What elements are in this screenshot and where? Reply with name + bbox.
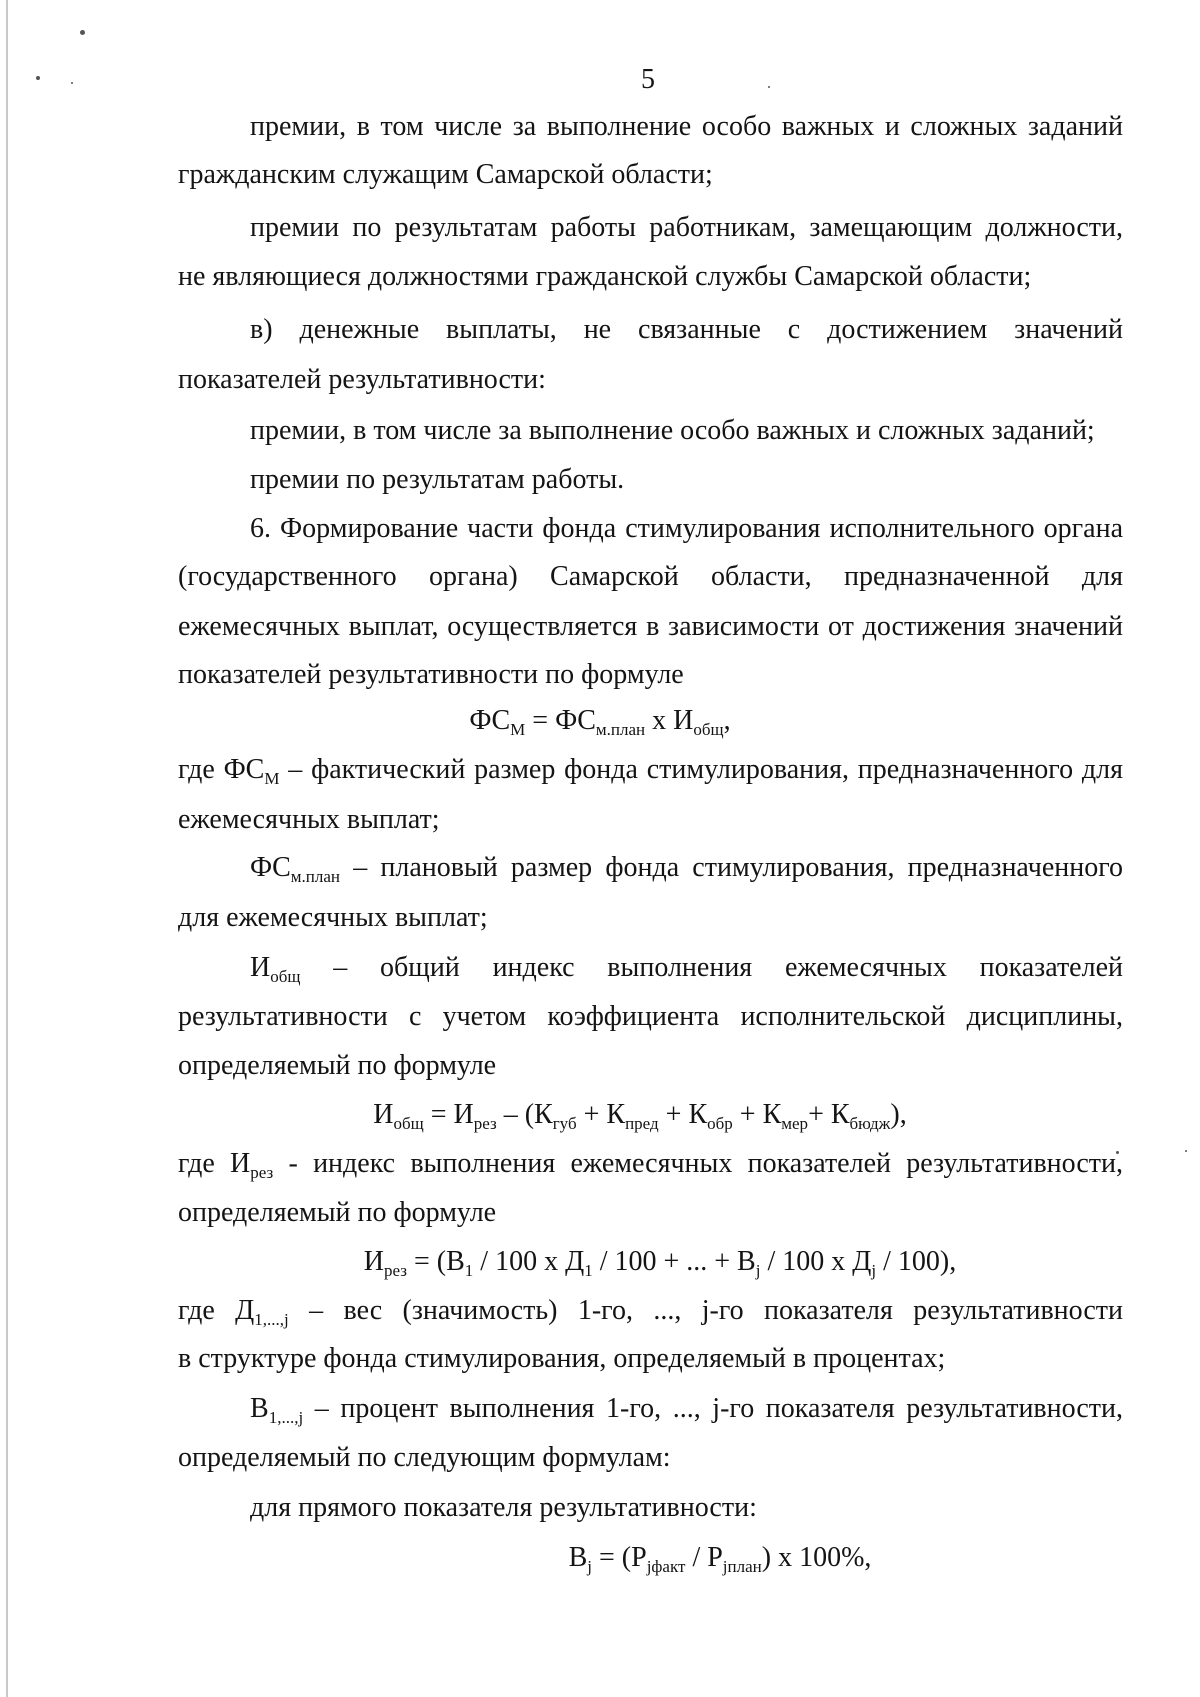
scan-speck xyxy=(80,30,85,35)
text-line: показателей результативности по формуле xyxy=(178,659,684,690)
text-line: премии, в том числе за выполнение особо важных и сложных заданий xyxy=(250,111,1123,142)
definition-fs-m-cont: ежемесячных выплат; xyxy=(178,804,440,835)
page-number: 5 xyxy=(641,64,655,95)
definition-d-cont: в структуре фонда стимулирования, определяемый в процентах; xyxy=(178,1343,946,1374)
definition-i-rez-cont: определяемый по формуле xyxy=(178,1197,497,1228)
direct-indicator-line: для прямого показателя результативности: xyxy=(250,1492,757,1523)
text-line: в) денежные выплаты, не связанные с достижением значений xyxy=(250,314,1123,345)
formula-i-total: $И_{общ} = И_{рез} - (К_{губ} + К_{пред} + К_{обр} + К_{мер}+ К_{бюдж})$, xyxy=(373,1099,907,1133)
definition-fs-plan-cont: для ежемесячных выплат; xyxy=(178,902,488,933)
definition-i-total-cont: результативности с учетом коэффициента исполнительской дисциплины, xyxy=(178,1001,1123,1032)
text-line: гражданским служащим Самарской области; xyxy=(178,159,713,190)
definition-i-total: $И_{общ}$ – общий индекс выполнения ежемесячных показателей xyxy=(250,952,1123,986)
text-line: премии по результатам работы работникам, замещающим должности, xyxy=(250,212,1123,243)
formula-fs-m: $ФС_М = ФС_{м.план}$ х $И_{общ}$, xyxy=(469,705,731,739)
formula-v-j: $В_j = (Р_{jфакт} / Р_{jплан})$ х 100%, xyxy=(568,1542,872,1576)
definition-i-total-cont2: определяемый по формуле xyxy=(178,1050,497,1081)
text-line: премии по результатам работы. xyxy=(250,464,625,495)
text-line: ежемесячных выплат, осуществляется в зависимости от достижения значений xyxy=(178,611,1123,642)
definition-v: $В_{1,...,j}$ – процент выполнения 1-го, ..., j-го показателя результативности, xyxy=(250,1393,1123,1427)
text-line: 6. Формирование части фонда стимулирования исполнительного органа xyxy=(250,513,1123,544)
definition-fs-m: где $ФС_М$ – фактический размер фонда стимулирования, предназначенного для xyxy=(178,754,1123,788)
definition-fs-plan: $ФС_{м.план}$ – плановый размер фонда стимулирования, предназначенного xyxy=(250,852,1123,886)
text-line: (государственного органа) Самарской области, предназначенной для xyxy=(178,561,1123,592)
scan-edge-line xyxy=(6,0,8,1697)
formula-i-rez: $И_{рез} = (В_1 / 100$ х $Д_1 / 100$ + ... + $В_j / 100$ х $Д_j / 100$), xyxy=(363,1246,957,1280)
scan-speck xyxy=(1185,1150,1187,1152)
text-line: показателей результативности: xyxy=(178,364,546,395)
text-line: премии, в том числе за выполнение особо важных и сложных заданий; xyxy=(250,415,1095,446)
text-line: не являющиеся должностями гражданской службы Самарской области; xyxy=(178,261,1032,292)
definition-d: где $Д_{1,...,j}$ – вес (значимость) 1-го, ..., j-го показателя результативности xyxy=(178,1295,1123,1329)
definition-v-cont: определяемый по следующим формулам: xyxy=(178,1442,671,1473)
definition-i-rez: где $И_{рез}$ - индекс выполнения ежемесячных показателей результативности, xyxy=(178,1148,1123,1182)
